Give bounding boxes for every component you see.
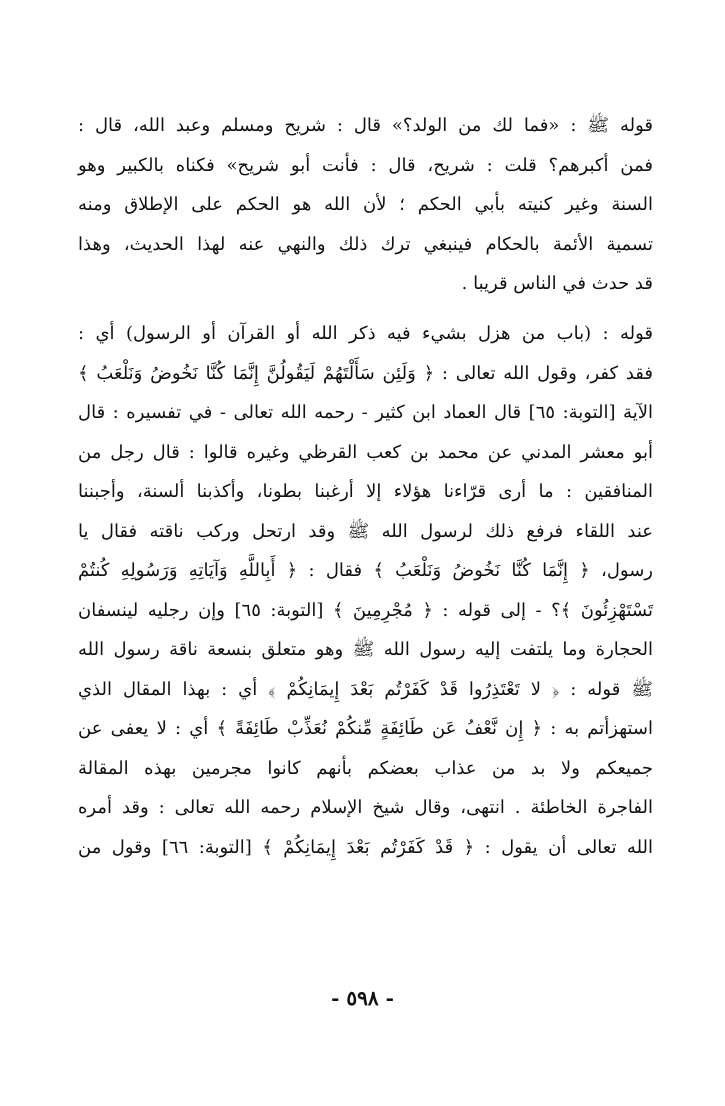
text-line: الآية [التوبة: ٦٥] قال العماد ابن كثير - رحمه الله تعالى - في تفسيره : قال xyxy=(78,402,653,423)
text-line: قوله : (باب من هزل بشيء فيه ذكر الله أو القرآن أو الرسول) أي : xyxy=(78,323,653,344)
text-line: قوله ﷺ : «فما لك من الولد؟» قال : شريح ومسلم وعبد الله، قال : xyxy=(78,115,653,136)
text-line: تَسْتَهْزِئُونَ ﴾؟ - إلى قوله : ﴿ مُجْرِمِينَ ﴾ [التوبة: ٦٥] وإن رجليه لينسفان xyxy=(78,599,653,621)
text-line: المنافقين : ما أرى قرّاءنا هؤلاء إلا أرغبنا بطونا، وأكذبنا ألسنة، وأجبننا xyxy=(78,481,653,502)
text-line: تسمية الأئمة بالحكام فينبغي ترك ذلك والنهي عنه لهذا الحديث، وهذا xyxy=(78,233,653,255)
text-line: ﷺ قوله : ﴿ لا تَعْتَذِرُوا قَدْ كَفَرْتُم بَعْدَ إِيمَانِكُمْ ﴾ أي : بهذا المقال الذي xyxy=(78,678,653,700)
text-line: الحجارة وما يلتفت إليه رسول الله ﷺ وهو متعلق بنسعة ناقة رسول الله xyxy=(78,639,653,660)
text-line: الفاجرة الخاطئة . انتهى، وقال شيخ الإسلام رحمه الله تعالى : وقد أمره xyxy=(78,797,653,818)
text-line: الله تعالى أن يقول : ﴿ قَدْ كَفَرْتُم بَعْدَ إِيمَانِكُمْ ﴾ [التوبة: ٦٦] وقول من xyxy=(78,836,654,858)
text-line: رسول، ﴿ إِنَّمَا كُنَّا نَخُوضُ وَنَلْعَبُ ﴾ فقال : ﴿ أَبِاللَّهِ وَآيَاتِهِ وَرَسُولِهِ كُنتُمْ xyxy=(78,560,653,581)
text-line: أبو معشر المدني عن محمد بن كعب القرظي وغيره قالوا : قال رجل من xyxy=(78,441,653,463)
text-line: عند اللقاء فرفع ذلك لرسول الله ﷺ وقد ارتحل وركب ناقته فقال يا xyxy=(78,520,653,542)
paragraph-2 xyxy=(78,314,653,867)
text-line: فمن أكبرهم؟ قلت : شريح، قال : فأنت أبو شريح» فكناه بالكبير وهو xyxy=(78,154,653,176)
text-line: استهزأتم به : ﴿ إِن نَّعْفُ عَن طَائِفَةٍ مِّنكُمْ نُعَذِّبْ طَائِفَةً ﴾ أي : لا يعفى عن xyxy=(78,718,653,739)
text-line: جميعكم ولا بد من عذاب بعضكم بأنهم كانوا مجرمين بهذه المقالة xyxy=(78,757,653,779)
text-line: قد حدث في الناس قريبا . xyxy=(461,273,653,294)
page-number: - ٥٩٨ - xyxy=(331,986,394,1010)
text-line: السنة وغير كنيته بأبي الحكم ؛ لأن الله هو الحكم على الإطلاق ومنه xyxy=(78,194,653,215)
text-line: فقد كفر، وقول الله تعالى : ﴿ وَلَئِن سَأَلْتَهُمْ لَيَقُولُنَّ إِنَّمَا كُنَّا نَخُوضُ وَنَلْعَبُ ﴾ xyxy=(78,362,653,384)
paragraph-1 xyxy=(78,106,653,304)
